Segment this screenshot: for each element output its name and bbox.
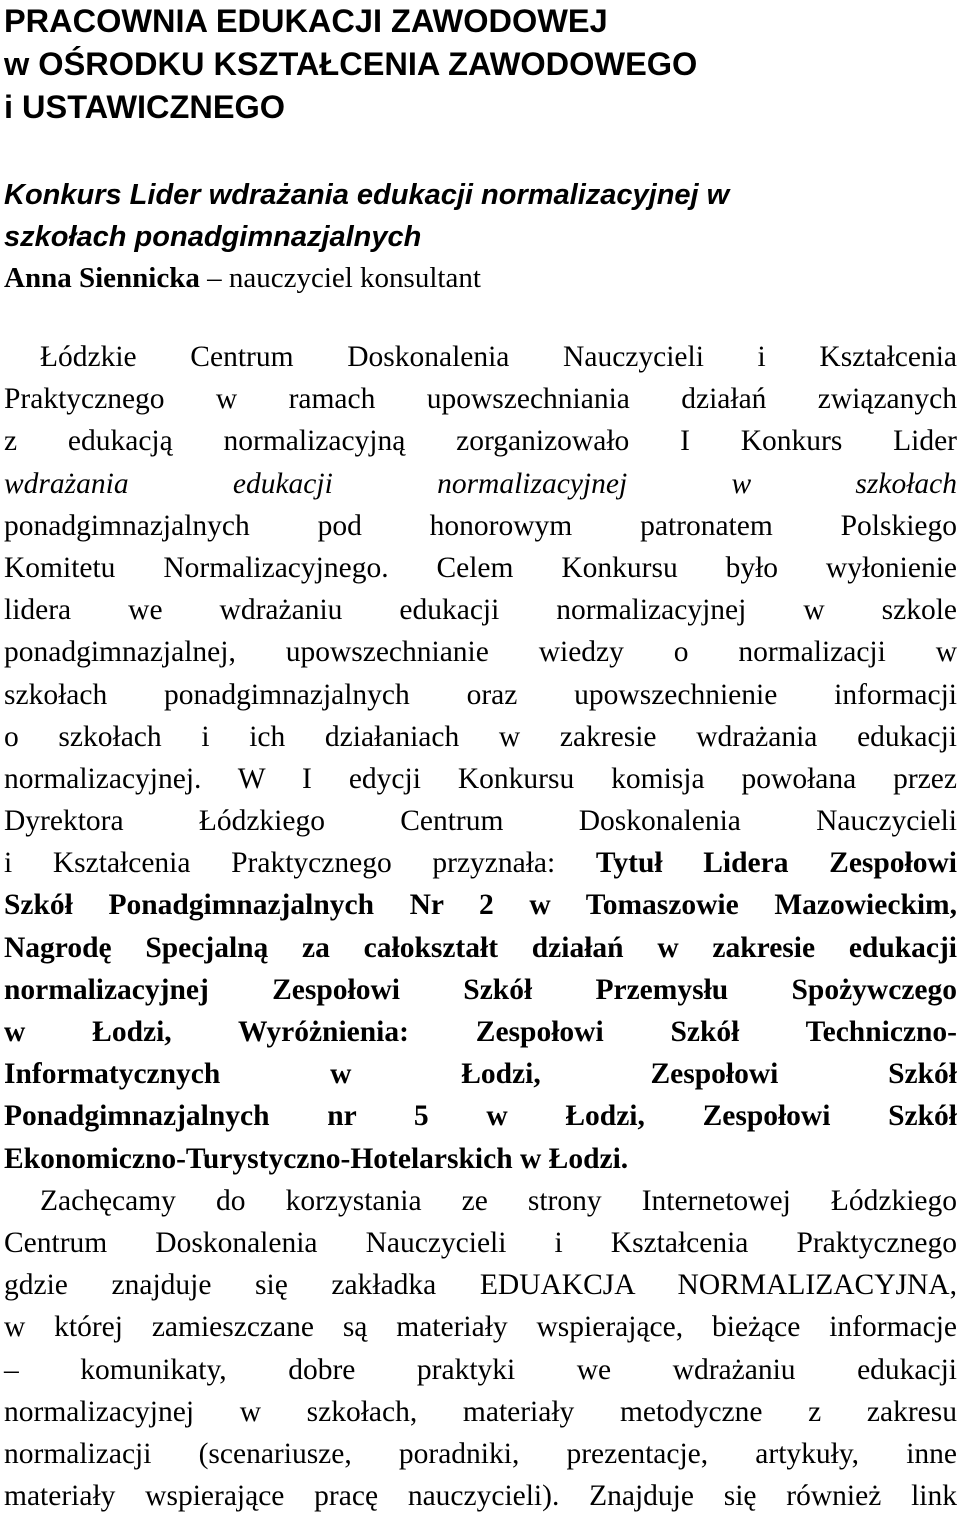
paragraph-line-mixed	[4, 842, 957, 884]
paragraph-line: Szkół Ponadgimnazjalnych Nr 2 w Tomaszowie Mazowieckim,	[4, 889, 957, 922]
paragraph-line: – komunikaty, dobre praktyki we wdrażaniu edukacji	[4, 1353, 957, 1386]
paragraph-line: Centrum Doskonalenia Nauczycieli i Kształcenia Praktycznego	[4, 1226, 957, 1259]
contest-title-line-1: Konkurs Lider wdrażania edukacji normalizacyjnej w	[4, 179, 730, 211]
paragraph-line: Łódzkie Centrum Doskonalenia Nauczycieli i Kształcenia	[40, 341, 957, 373]
institution-heading	[4, 0, 957, 129]
paragraph-line: o szkołach i ich działaniach w zakresie wdrażania edukacji	[4, 720, 957, 753]
paragraph-line: Zachęcamy do korzystania ze strony Internetowej Łódzkiego	[40, 1184, 957, 1217]
paragraph-line: lidera we wdrażaniu edukacji normalizacyjnej w szkole	[4, 594, 957, 627]
paragraph-line: Ponadgimnazjalnych nr 5 w Łodzi, Zespołowi Szkół	[4, 1100, 957, 1133]
heading-line-2: w OŚRODKU KSZTAŁCENIA ZAWODOWEGO	[4, 46, 698, 82]
heading-line-3: i USTAWICZNEGO	[4, 89, 286, 125]
paragraph-line: z edukacją normalizacyjną zorganizowało I Konkurs Lider	[4, 425, 957, 458]
paragraph-website-info	[4, 1180, 957, 1518]
paragraph-line: szkołach ponadgimnazjalnych oraz upowszechnienie informacji	[4, 678, 957, 711]
paragraph-contest-results	[4, 336, 957, 1180]
author-role: – nauczyciel konsultant	[199, 262, 481, 294]
paragraph-line: w Łodzi, Wyróżnienia: Zespołowi Szkół Techniczno-	[4, 1016, 957, 1048]
heading-line-1: PRACOWNIA EDUKACJI ZAWODOWEJ	[4, 3, 608, 39]
paragraph-line: Komitetu Normalizacyjnego. Celem Konkursu było wyłonienie	[4, 551, 957, 584]
paragraph-line-plain: i Kształcenia Praktycznego przyznała:	[4, 847, 596, 880]
paragraph-line: ponadgimnazjalnych pod honorowym patronatem Polskiego	[4, 509, 957, 542]
paragraph-line: normalizacyjnej w szkołach, materiały metodyczne z zakresu	[4, 1395, 957, 1428]
author-name: Anna Siennicka	[4, 262, 200, 294]
paragraph-line: Nagrodę Specjalną za całokształt działań w zakresie edukacji	[4, 931, 957, 964]
author-line	[4, 258, 957, 298]
paragraph-line: ponadgimnazjalnej, upowszechnianie wiedzy o normalizacji w	[4, 636, 957, 669]
paragraph-line: Praktycznego w ramach upowszechniania działań związanych	[4, 383, 957, 416]
paragraph-line: normalizacyjnej Zespołowi Szkół Przemysłu Spożywczego	[4, 973, 957, 1006]
paragraph-line: materiały wspierające pracę nauczycieli). Znajduje się również link	[4, 1480, 957, 1513]
document-page	[4, 0, 957, 1517]
paragraph-line: Ekonomiczno-Turystyczno-Hotelarskich w Łodzi.	[4, 1142, 629, 1175]
contest-header	[4, 174, 957, 298]
paragraph-line: w której zamieszczane są materiały wspierające, bieżące informacje	[4, 1311, 957, 1344]
paragraph-line: gdzie znajduje się zakładka EDUAKCJA NORMALIZACYJNA,	[4, 1269, 957, 1302]
paragraph-line: normalizacji (scenariusze, poradniki, prezentacje, artykuły, inne	[4, 1437, 957, 1470]
paragraph-line: Dyrektora Łódzkiego Centrum Doskonalenia Nauczycieli	[4, 805, 957, 838]
paragraph-line: Informatycznych w Łodzi, Zespołowi Szkół	[4, 1058, 957, 1091]
award-title-bold: Tytuł Lidera Zespołowi	[595, 847, 957, 880]
paragraph-line: normalizacyjnej. W I edycji Konkursu komisja powołana przez	[4, 762, 957, 795]
contest-title-line-2: szkołach ponadgimnazjalnych	[4, 221, 422, 253]
paragraph-line: wdrażania edukacji normalizacyjnej w szkołach	[4, 467, 957, 500]
